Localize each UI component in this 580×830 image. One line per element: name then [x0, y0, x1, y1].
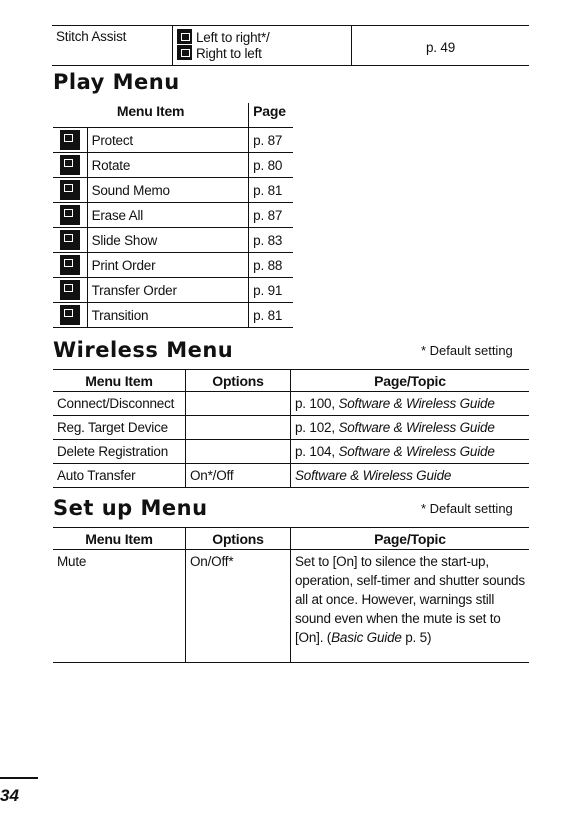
play-menu-item-label: Transition — [87, 303, 249, 328]
play-menu-row — [53, 203, 293, 228]
play-menu-row — [53, 278, 293, 303]
play-menu-row — [53, 228, 293, 253]
wireless-options — [186, 440, 291, 464]
transfer-order-icon — [60, 280, 80, 300]
play-menu-item-label: Slide Show — [87, 228, 249, 253]
wireless-item: Reg. Target Device — [53, 416, 186, 440]
wireless-item: Delete Registration — [53, 440, 186, 464]
setup-menu-row — [53, 550, 529, 663]
setup-menu-heading: Set up Menu — [53, 496, 208, 520]
play-menu-row — [53, 253, 293, 278]
setup-options: On/Off* — [186, 550, 291, 663]
wireless-item: Connect/Disconnect — [53, 392, 186, 416]
transition-icon — [60, 305, 80, 325]
slide-show-icon — [60, 230, 80, 250]
play-menu-item-page: p. 91 — [249, 278, 293, 303]
sound-memo-icon — [60, 180, 80, 200]
wireless-menu-row — [53, 392, 529, 416]
play-menu-item-page: p. 81 — [249, 178, 293, 203]
setup-ref-page: p. 5) — [401, 630, 432, 645]
play-menu-row — [53, 178, 293, 203]
play-menu-item-page: p. 80 — [249, 153, 293, 178]
setup-ref: Basic Guide — [331, 630, 402, 645]
setup-description: Set to [On] to silence the start-up, operation, self-timer and shutter sounds all at once. However, warnings still sound even when the mute is set to [On]. ( — [295, 554, 525, 645]
wireless-options — [186, 416, 291, 440]
wireless-topic: Software & Wireless Guide — [338, 444, 495, 459]
wireless-page: p. 100, — [295, 396, 339, 411]
rotate-icon — [60, 155, 80, 175]
erase-all-icon — [60, 205, 80, 225]
wireless-topic: Software & Wireless Guide — [338, 420, 495, 435]
setup-menu-table: Menu Item Options Page/Topic Mute On/Off* Set to [On] to silence the start-up, operation, self-timer and shutter sounds all at once. However, warnings still sound even when the mute is set to [On]. (Basic Guide p. 5) — [53, 527, 529, 663]
play-menu-item-label: Transfer Order — [87, 278, 249, 303]
stitch-assist-label: Stitch Assist — [52, 26, 173, 66]
play-menu-item-label: Sound Memo — [87, 178, 249, 203]
stitch-assist-table: Stitch Assist Left to right*/ Right to left p. 49 — [52, 25, 529, 66]
wireless-topic: Software & Wireless Guide — [295, 468, 452, 483]
default-setting-note: * Default setting — [421, 501, 513, 516]
right-to-left-icon — [177, 45, 192, 60]
protect-icon — [60, 130, 80, 150]
page-number-rule — [0, 777, 38, 779]
wireless-options — [186, 392, 291, 416]
play-menu-row — [53, 128, 293, 153]
play-menu-item-page: p. 87 — [249, 203, 293, 228]
play-menu-item-page: p. 88 — [249, 253, 293, 278]
wireless-page: p. 104, — [295, 444, 339, 459]
wireless-menu-table: Menu Item Options Page/Topic Connect/Disconnect p. 100, Software & Wireless Guide Reg. Target Device p. 102, Software & Wireless Guide Delete Registration p. 104, Software & Wireless Guide Auto Transfer On*/Off Software & Wireless Guide — [53, 369, 529, 488]
setup-item: Mute — [53, 550, 186, 663]
wireless-menu-row — [53, 416, 529, 440]
page-number: 34 — [0, 786, 19, 805]
stitch-assist-page: p. 49 — [425, 39, 456, 55]
play-menu-item-label: Print Order — [87, 253, 249, 278]
play-menu-item-page: p. 83 — [249, 228, 293, 253]
play-menu-heading: Play Menu — [53, 70, 180, 94]
wireless-menu-row — [53, 440, 529, 464]
play-menu-item-page: p. 87 — [249, 128, 293, 153]
play-menu-row — [53, 303, 293, 328]
play-menu-row — [53, 153, 293, 178]
play-menu-item-label: Erase All — [87, 203, 249, 228]
play-menu-item-label: Protect — [87, 128, 249, 153]
default-setting-note: * Default setting — [421, 343, 513, 358]
wireless-options: On*/Off — [186, 464, 291, 488]
wireless-menu-heading: Wireless Menu — [53, 338, 234, 362]
print-order-icon — [60, 255, 80, 275]
wireless-item: Auto Transfer — [53, 464, 186, 488]
wireless-menu-row — [53, 464, 529, 488]
play-menu-item-label: Rotate — [87, 153, 249, 178]
play-menu-item-page: p. 81 — [249, 303, 293, 328]
wireless-topic: Software & Wireless Guide — [338, 396, 495, 411]
left-to-right-icon — [177, 29, 192, 44]
play-menu-table: Menu Item Page Protect p. 87 Rotate p. 80 Sound Memo p. 81 Erase All p. 87 Slide Show p. 83 Print Order p. 88 Transfer Order p. 91 Transition p. 81 — [53, 103, 293, 328]
wireless-page: p. 102, — [295, 420, 339, 435]
